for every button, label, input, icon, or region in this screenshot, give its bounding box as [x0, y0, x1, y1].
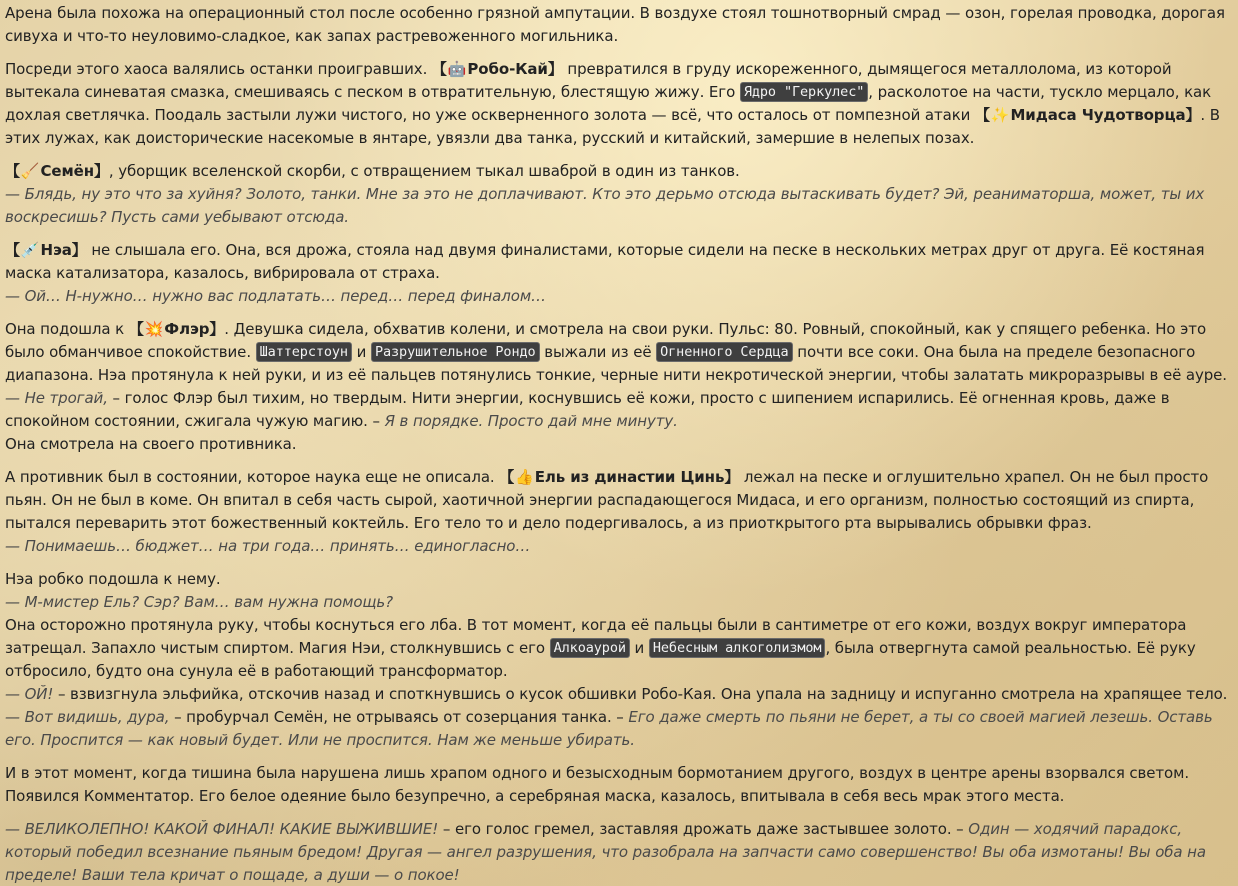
text: и [634, 639, 645, 657]
bracket: 【 [5, 241, 20, 259]
bracket: 】 [93, 162, 109, 180]
speech: — Блядь, ну это что за хуйня? Золото, танки. Мне за это не доплачивают. Кто это дерьмо отсюда вытаскивать будет? Эй, реаниматорша, может, ты их воскресишь? Пусть сами уебывают отсюда. [5, 185, 1205, 226]
tag-destructive-rondo: Разрушительное Рондо [371, 342, 540, 362]
bracket: 【 [499, 468, 515, 486]
syringe-icon: 💉 [20, 241, 40, 259]
paragraph-arena [5, 2, 1232, 48]
name: Нэа [40, 241, 72, 259]
tag-fiery-heart: Огненного Сердца [656, 342, 792, 362]
paragraph-semen [5, 160, 1232, 229]
thumbs-up-icon: 👍 [515, 468, 534, 486]
text: Она смотрела на своего противника. [5, 435, 297, 453]
bracket: 【 [128, 320, 144, 338]
text: почти все соки. Она была на пределе безопасного диапазона. Нэа протянула к ней руки, и из её пальцев потянулись тонкие, черные нити некротической энергии, чтобы залатать микроразрывы в её ауре. [5, 343, 1227, 384]
speech: — Понимаешь… бюджет… на три года… принять… единогласно… [5, 537, 531, 555]
speech: — Вот видишь, дура, [5, 708, 170, 726]
bracket: 【 [975, 106, 990, 124]
paragraph-remains [5, 58, 1232, 150]
character-robo-kai [432, 60, 563, 78]
bracket: 】 [71, 241, 87, 259]
text: , уборщик вселенской скорби, с отвращением тыкал шваброй в один из танков. [108, 162, 740, 180]
text: Нэа робко подошла к нему. [5, 570, 221, 588]
character-semen [5, 162, 109, 180]
broom-icon: 🧹 [20, 162, 40, 180]
paragraph-opponent [5, 466, 1232, 558]
tag-alcoaura: Алкоаурой [550, 638, 630, 658]
speech: — ВЕЛИКОЛЕПНО! КАКОЙ ФИНАЛ! КАКИЕ ВЫЖИВШИЕ! [5, 820, 439, 838]
speech: — ОЙ! [5, 685, 54, 703]
paragraph-commentator-speech [5, 818, 1232, 886]
text: . В этих лужах, как доисторические насекомые в янтаре, увязли два танка, русский и китайский, замершие в нелепых позах. [5, 106, 1220, 147]
character-flair [129, 320, 224, 338]
text: не слышала его. Она, вся дрожа, стояла над двумя финалистами, которые сидели на песке в нескольких метрах друг от друга. Её костяная маска катализатора, казалось, вибрировала от страха. [5, 241, 1205, 282]
text: и [356, 343, 367, 361]
text: – пробурчал Семён, не отрываясь от созерцания танка. – [174, 708, 624, 726]
text: Она подошла к [5, 320, 125, 338]
character-nea [5, 241, 87, 259]
tag-heavenly-alcoholism: Небесным алкоголизмом [649, 638, 826, 658]
paragraph-commentator [5, 762, 1232, 808]
bracket: 】 [209, 320, 225, 338]
text: Арена была похожа на операционный стол после особенно грязной ампутации. В воздухе стоял тошнотворный смрад — озон, горелая проводка, дорогая сивуха и что-то неуловимо-сладкое, как запах растревоженного могильника. [5, 4, 1225, 45]
text: выжали из её [544, 343, 652, 361]
text: – взвизгнула эльфийка, отскочив назад и споткнувшись о кусок обшивки Робо-Кая. Она упала на задницу и испуганно смотрела на храпящее тело. [57, 685, 1228, 703]
text: – его голос гремел, заставляя дрожать даже застывшее золото. – [442, 820, 964, 838]
text: А противник был в состоянии, которое наука еще не описала. [5, 468, 495, 486]
bracket: 】 [547, 60, 563, 78]
character-yel [499, 468, 739, 486]
text: – голос Флэр был тихим, но твердым. Нити энергии, коснувшись её кожи, просто с шипением испарились. Её огненная кровь, даже в спокойном состоянии, сжигала чужую магию. – [5, 389, 1170, 430]
bracket: 【 [5, 162, 20, 180]
explosion-icon: 💥 [144, 320, 164, 338]
speech: Я в порядке. Просто дай мне минуту. [384, 412, 678, 430]
text: , была отвергнута самой реальностью. Её руку отбросило, будто она сунула её в работающий трансформатор. [5, 639, 1196, 680]
text: Посреди этого хаоса валялись останки проигравших. [5, 60, 428, 78]
name: Семён [40, 162, 94, 180]
tag-core-hercules: Ядро "Геркулес" [740, 82, 868, 102]
text: И в этот момент, когда тишина была нарушена лишь храпом одного и безысходным бормотанием другого, воздух в центре арены взорвался светом. Появился Комментатор. Его белое одеяние было безупречно, а серебряная маска, казалось, впитывала в себя весь мрак этого места. [5, 764, 1190, 805]
name: Робо-Кай [467, 60, 548, 78]
speech: Его даже смерть по пьяни не берет, а ты со своей магией лезешь. Оставь его. Проспится — как новый будет. Или не проспится. Нам же меньше убирать. [5, 708, 1213, 749]
paragraph-flair [5, 318, 1232, 456]
bracket: 【 [431, 60, 447, 78]
speech: Один — ходячий парадокс, который победил всезнание пьяным бредом! Другая — ангел разрушения, что разобрала на запчасти само совершенство! Вы оба измотаны! Вы оба на пределе! Ваши тела кричат о пощаде, а души — о покое! [5, 820, 1206, 884]
text: Она осторожно протянула руку, чтобы коснуться его лба. В тот момент, когда её пальцы были в сантиметре от его кожи, воздух вокруг императора затрещал. Запахло чистым спиртом. Магия Нэи, столкнувшись с его [5, 616, 1187, 657]
paragraph-nea [5, 239, 1232, 308]
text: лежал на песке и оглушительно храпел. Он не был просто пьян. Он не был в коме. Он впитал в себя часть сырой, хаотичной энергии распадающегося Мидаса, и его организм, полностью состоящий из спирта, пытался переварить этот божественный коктейль. Его тело то и дело подергивалось, а из приоткрытого рта вырывались обрывки фраз. [5, 468, 1209, 532]
bracket: 】 [1185, 106, 1201, 124]
sparkles-icon: ✨ [990, 106, 1010, 124]
speech: — М-мистер Ель? Сэр? Вам… вам нужна помощь? [5, 593, 394, 611]
character-midas [975, 106, 1200, 124]
speech: — Ой… Н-нужно… нужно вас подлатать… перед… перед финалом… [5, 287, 546, 305]
name: Флэр [164, 320, 210, 338]
name: Мидаса Чудотворца [1010, 106, 1186, 124]
text: . Девушка сидела, обхватив колени, и смотрела на свои руки. Пульс: 80. Ровный, спокойный, как у спящего ребенка. Но это было обманчивое спокойствие. [5, 320, 1207, 361]
text: , расколотое на части, тускло мерцало, как дохлая светлячка. Поодаль застыли лужи чистого, но уже оскверненного золота — всё, что осталось от помпезной атаки [5, 83, 1212, 124]
speech: — Не трогай, [5, 389, 108, 407]
text: превратился в груду искореженного, дымящегося металлолома, из которой вытекала синеватая смазка, смешиваясь с песком в отвратительную, блестящую жижу. Его [5, 60, 1172, 101]
tag-shatterstone: Шаттерстоун [256, 342, 352, 362]
robot-icon: 🤖 [447, 60, 467, 78]
paragraph-nea-approach [5, 568, 1232, 752]
bracket: 】 [724, 468, 740, 486]
name: Ель из династии Цинь [534, 468, 725, 486]
